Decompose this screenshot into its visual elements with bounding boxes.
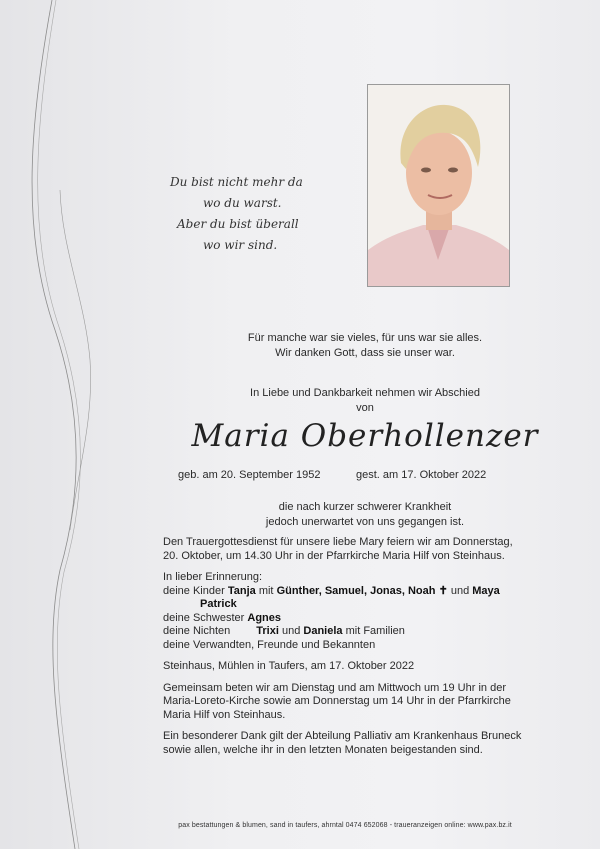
quote-line: Für manche war sie vieles, für uns war sie alles. [247, 332, 483, 344]
farewell-intro [150, 386, 580, 416]
illness-note [150, 500, 580, 530]
grandchild-name: Maya [472, 584, 500, 597]
service-info [163, 536, 523, 563]
patrick-line [163, 598, 237, 610]
illness-line: jedoch unerwartet von uns gegangen ist. [265, 516, 465, 528]
service-line: Den Trauergottesdienst für unsere liebe Mary feiern wir am Donnerstag, [163, 536, 513, 548]
connector: mit [258, 584, 274, 597]
connector: und [281, 625, 301, 637]
relatives-line: deine Verwandten, Freunde und Bekannten [163, 638, 376, 651]
portrait-photo [367, 84, 510, 287]
prayer-line: Maria Hilf von Steinhaus. [163, 708, 286, 721]
quote [150, 331, 580, 361]
kinder-prefix: deine Kinder [163, 584, 225, 597]
portrait-illustration [368, 85, 509, 286]
thanks-line: Ein besonderer Dank gilt der Abteilung Palliativ am Krankenhaus Bruneck [163, 730, 522, 742]
schwester-prefix: deine Schwester [163, 611, 245, 624]
decorative-swirl [0, 0, 120, 849]
nichten-prefix: deine Nichten [163, 625, 231, 637]
service-line: 20. Oktober, um 14.30 Uhr in der Pfarrkirche Maria Hilf von Steinhaus. [163, 549, 505, 562]
poem-line: Aber du bist überall [177, 217, 299, 231]
intro-line: In Liebe und Dankbarkeit nehmen wir Abschied [250, 387, 480, 399]
nichten-suffix: mit Familien [345, 625, 405, 637]
memory-heading: In lieber Erinnerung: [163, 571, 263, 583]
prayer-info [163, 682, 523, 723]
poem-line: wo wir sind. [203, 238, 278, 252]
birth-date: geb. am 20. September 1952 [178, 469, 321, 481]
grandchildren-names: Günther, Samuel, Jonas, Noah [276, 584, 436, 597]
connector: und [450, 584, 470, 597]
kinder-name: Tanja [227, 584, 256, 597]
poem-line: wo du warst. [203, 196, 282, 210]
sister-name: Agnes [247, 611, 282, 624]
death-date: gest. am 17. Oktober 2022 [356, 469, 487, 481]
memory-list [163, 571, 523, 652]
footer-credit: pax bestattungen & blumen, sand in taufers, ahrntal 0474 652068 - traueranzeigen online: www.pax.bz.it [178, 822, 512, 829]
place-date: Steinhaus, Mühlen in Taufers, am 17. Oktober 2022 [163, 660, 415, 672]
thanks-line: sowie allen, welche ihr in den letzten Monaten beigestanden sind. [163, 743, 483, 756]
prayer-line: Gemeinsam beten wir am Dienstag und am Mittwoch um 19 Uhr in der [163, 681, 506, 694]
poem-line: Du bist nicht mehr da [170, 175, 303, 189]
niece-name: Daniela [303, 625, 343, 637]
prayer-line: Maria-Loreto-Kirche sowie am Donnerstag um 14 Uhr in der Pfarrkirche [163, 695, 511, 707]
grandchild-name: Patrick [200, 598, 237, 610]
quote-line: Wir danken Gott, dass sie unser war. [275, 347, 455, 359]
cross-icon: ✝ [438, 584, 448, 597]
deceased-name: Maria Oberhollenzer [191, 418, 539, 454]
illness-line: die nach kurzer schwerer Krankheit [278, 501, 452, 513]
announcement-body [163, 536, 523, 765]
poem [170, 172, 340, 256]
niece-name: Trixi [256, 625, 279, 637]
thanks-note [163, 730, 523, 757]
intro-line: von [356, 402, 374, 414]
life-dates [178, 469, 538, 481]
